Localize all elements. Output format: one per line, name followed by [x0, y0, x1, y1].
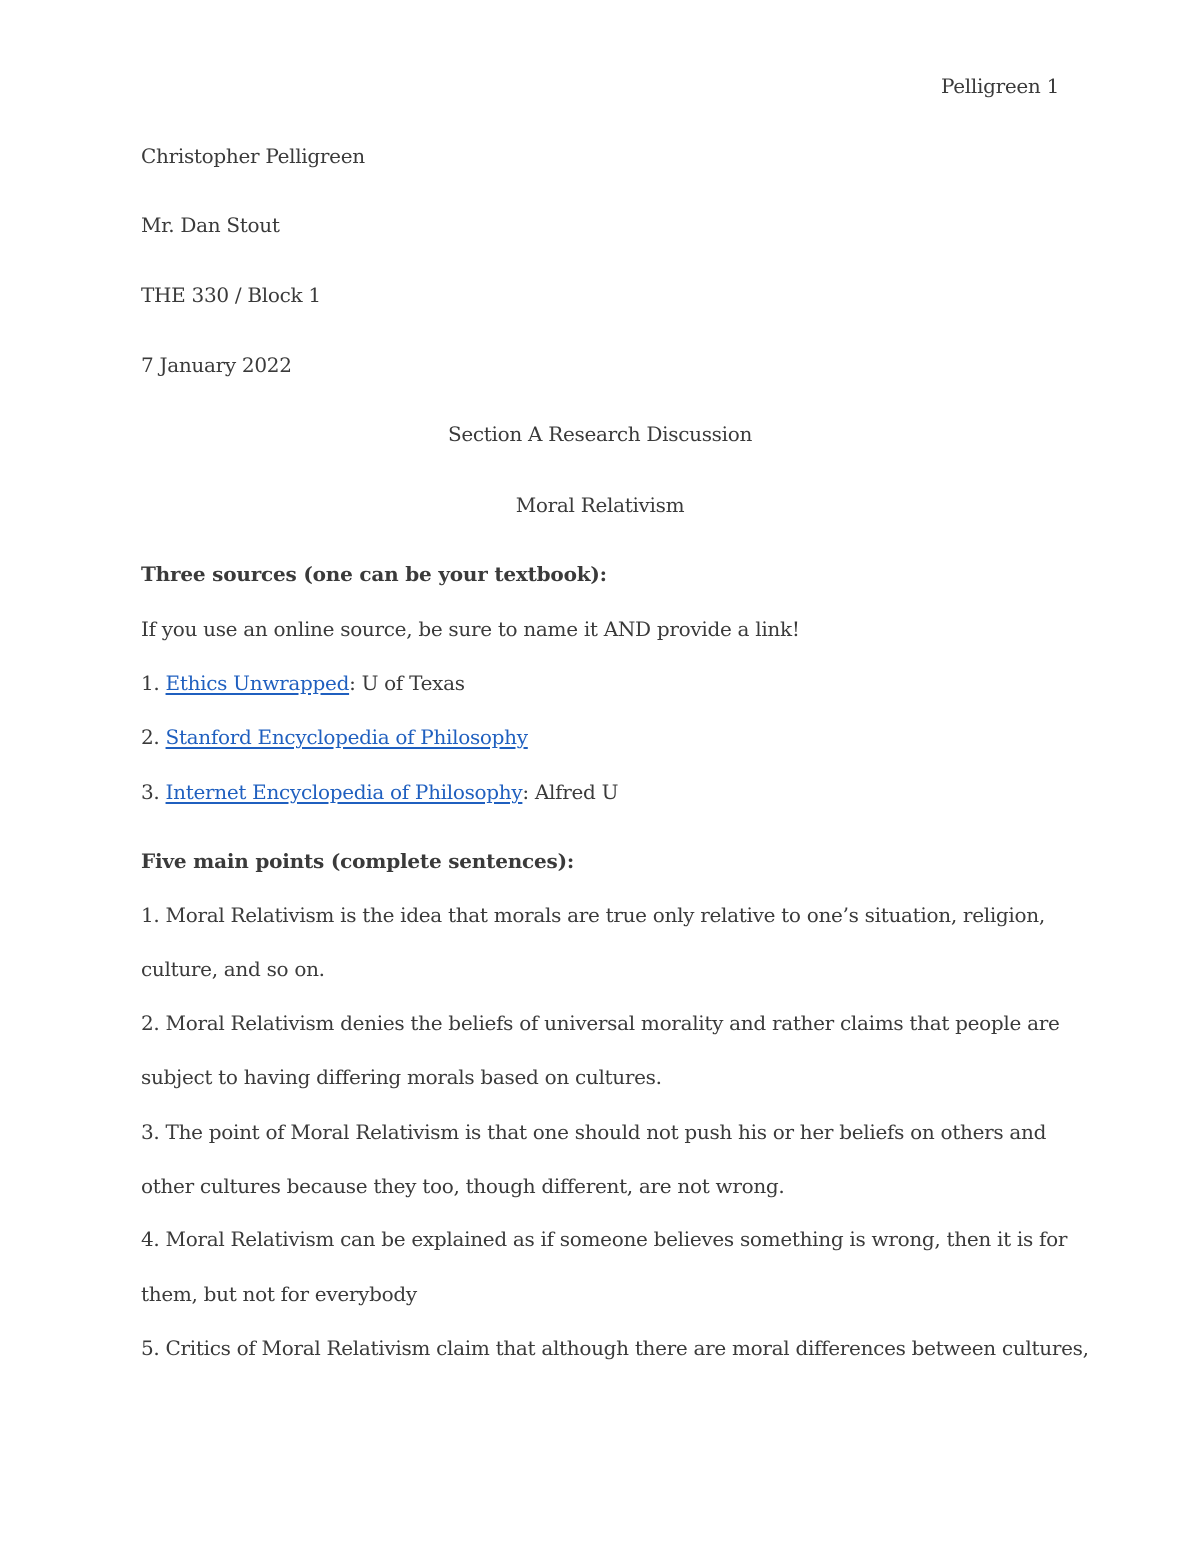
sources-instruction: If you use an online source, be sure to name it AND provide a link!	[141, 617, 800, 641]
course-name: THE 330 / Block 1	[141, 283, 321, 307]
student-name: Christopher Pelligreen	[141, 144, 365, 168]
source-number: 3.	[141, 780, 166, 804]
point-line: 1. Moral Relativism is the idea that morals are true only relative to one’s situation, religion,	[141, 903, 1045, 927]
document-date: 7 January 2022	[141, 353, 292, 377]
source-number: 2.	[141, 725, 166, 749]
running-head: Pelligreen 1	[941, 74, 1059, 98]
source-note: : Alfred U	[522, 780, 619, 804]
document-title: Section A Research Discussion	[447, 422, 753, 446]
source-item	[141, 670, 465, 696]
source-item	[141, 779, 618, 805]
point-line: 5. Critics of Moral Relativism claim that although there are moral differences between cultures,	[141, 1336, 1089, 1360]
source-note: : U of Texas	[349, 671, 465, 695]
point-line: other cultures because they too, though different, are not wrong.	[141, 1174, 785, 1198]
source-link-stanford-encyclopedia[interactable]: Stanford Encyclopedia of Philosophy	[165, 725, 528, 749]
instructor-name: Mr. Dan Stout	[141, 213, 280, 237]
document-subtitle: Moral Relativism	[515, 493, 685, 517]
source-number: 1.	[141, 671, 166, 695]
points-heading: Five main points (complete sentences):	[141, 849, 575, 873]
point-line: 4. Moral Relativism can be explained as if someone believes something is wrong, then it is for	[141, 1227, 1068, 1251]
point-line: 2. Moral Relativism denies the beliefs of universal morality and rather claims that people are	[141, 1011, 1060, 1035]
point-line: culture, and so on.	[141, 957, 325, 981]
point-line: subject to having differing morals based on cultures.	[141, 1065, 662, 1089]
sources-heading: Three sources (one can be your textbook):	[141, 562, 607, 586]
source-item	[141, 724, 528, 750]
point-line: them, but not for everybody	[141, 1282, 417, 1306]
source-link-ethics-unwrapped[interactable]: Ethics Unwrapped	[165, 671, 350, 695]
source-link-internet-encyclopedia[interactable]: Internet Encyclopedia of Philosophy	[165, 780, 523, 804]
point-line: 3. The point of Moral Relativism is that one should not push his or her beliefs on others and	[141, 1120, 1047, 1144]
